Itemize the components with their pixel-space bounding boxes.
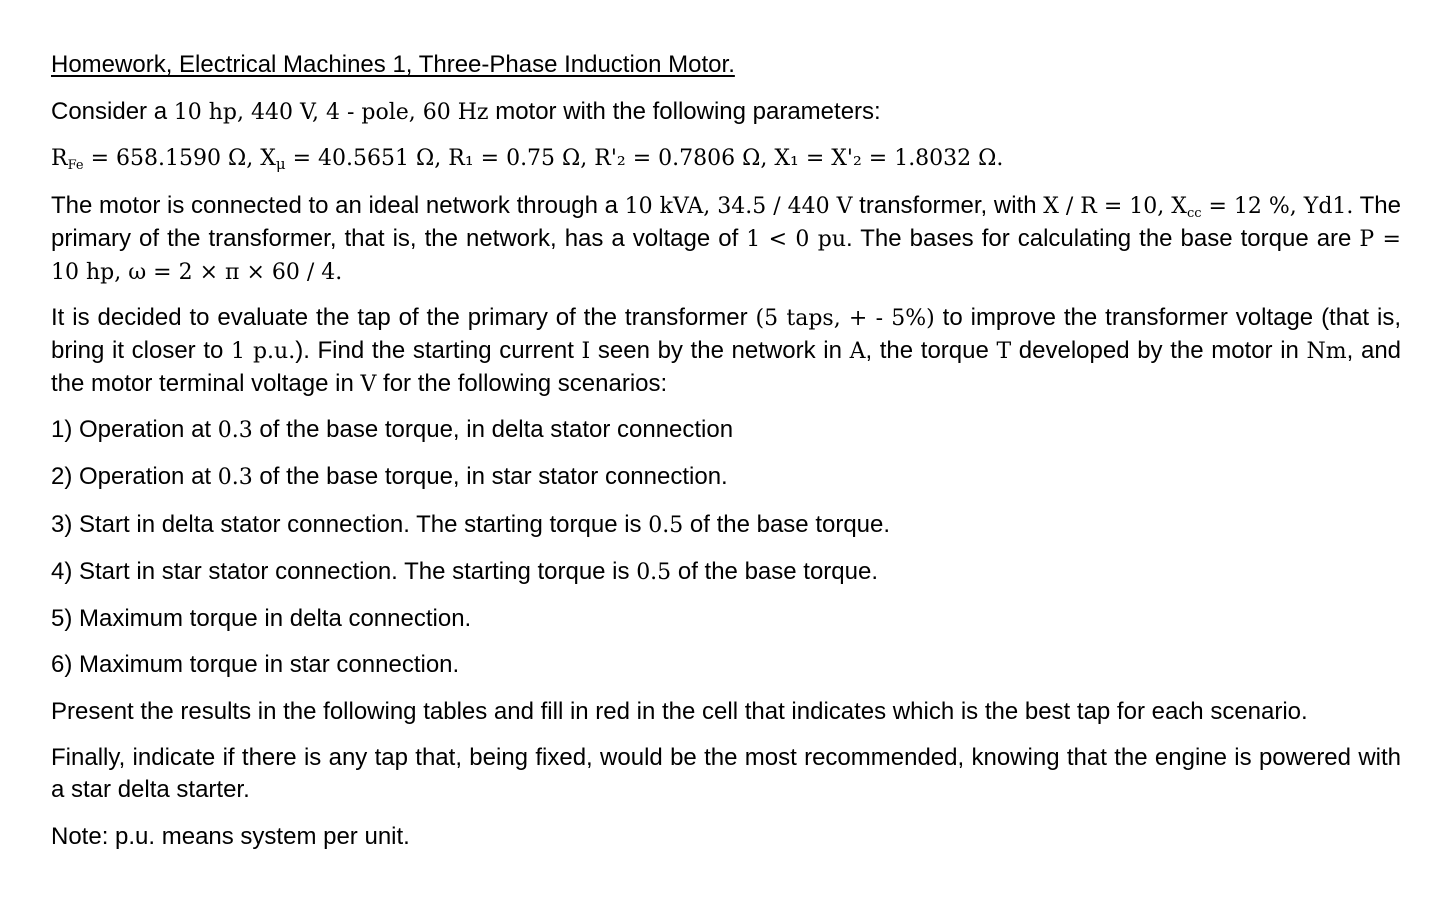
transformer-paragraph: The motor is connected to an ideal network through a 10 kVA, 34.5 / 440 V transformer, with X / R = 10, $X_{cc} = 12$ %, Yd1. The primary of the transformer, that is, the network, has a voltage of 1 < 0 pu. The bases for calculating the base torque are P = 10 hp, ω = 2 × π × 60 / 4. [51, 192, 1401, 285]
tap-paragraph: It is decided to evaluate the tap of the primary of the transformer (5 taps, + - 5%) to improve the transformer voltage (that is, bring it closer to 1 p.u.). Find the starting current I seen by the network in A, the torque T developed by the motor in Nm, and the motor terminal voltage in V for the following scenarios: [51, 304, 1402, 397]
scenario-item: 1) Operation at 0.3 of the base torque, in delta stator connection [51, 416, 734, 443]
scenario-item: 2) Operation at 0.3 of the base torque, in star stator connection. [51, 463, 728, 490]
finally-paragraph: Finally, indicate if there is any tap that, being fixed, would be the most recommended, knowing that the engine is powered with a star delta starter. [51, 744, 1401, 803]
scenario-item: 3) Start in delta stator connection. The starting torque is 0.5 of the base torque. [51, 511, 891, 538]
scenario-item: 5) Maximum torque in delta connection. [51, 605, 472, 632]
scenario-item: 6) Maximum torque in star connection. [51, 651, 460, 678]
present-paragraph: Present the results in the following tables and fill in red in the cell that indicates which is the best tap for each scenario. [51, 698, 1308, 725]
page-title: Homework, Electrical Machines 1, Three-Phase Induction Motor. [51, 51, 735, 78]
intro-paragraph: Consider a 10 hp, 440 V, 4 - pole, 60 Hz motor with the following parameters: [51, 98, 881, 125]
note-paragraph: Note: p.u. means system per unit. [51, 823, 410, 850]
parameters-line: $R_{Fe} = 658.1590$ Ω, $X_\mu = 40.5651$ Ω, R₁ = 0.75 Ω, R'₂ = 0.7806 Ω, X₁ = X'₂ = 1.8032 Ω. [51, 146, 1004, 173]
scenario-item: 4) Start in star stator connection. The starting torque is 0.5 of the base torque. [51, 558, 878, 585]
